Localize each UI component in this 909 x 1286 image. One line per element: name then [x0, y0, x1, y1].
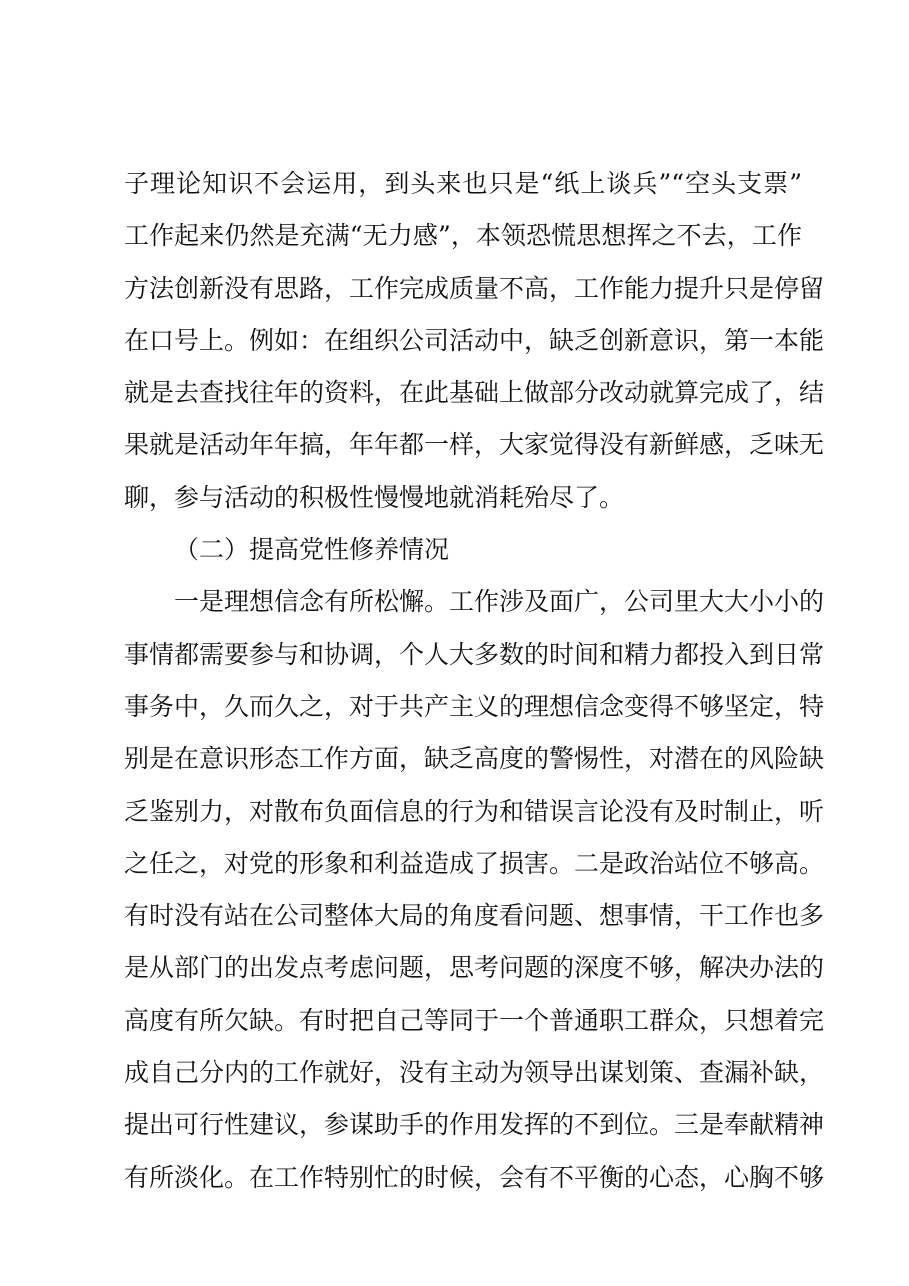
paragraph-1-line-3: 方法创新没有思路，工作完成质量不高，工作能力提升只是停留: [124, 273, 825, 303]
paragraph-2-line-7: 有时没有站在公司整体大局的角度看问题、想事情，干工作也多: [124, 901, 825, 931]
paragraph-1-line-2: 工作起来仍然是充满“无力感”，本领恐慌思想挥之不去，工作: [124, 221, 802, 251]
paragraph-2-line-8: 是从部门的出发点考虑问题，思考问题的深度不够，解决办法的: [124, 953, 825, 983]
section-heading: （二）提高党性修养情况: [174, 535, 450, 565]
paragraph-1-line-5: 就是去查找往年的资料，在此基础上做部分改动就算完成了，结: [124, 378, 825, 408]
paragraph-2-line-1: 一是理想信念有所松懈。工作涉及面广，公司里大大小小的: [174, 587, 825, 617]
paragraph-2-line-5: 乏鉴别力，对散布负面信息的行为和错误言论没有及时制止，听: [124, 796, 825, 826]
paragraph-1-line-1: 子理论知识不会运用，到头来也只是“纸上谈兵”“空头支票”: [124, 169, 802, 198]
paragraph-2-line-12: 有所淡化。在工作特别忙的时候，会有不平衡的心态，心胸不够: [124, 1162, 825, 1192]
paragraph-2-line-9: 高度有所欠缺。有时把自己等同于一个普通职工群众，只想着完: [124, 1005, 825, 1035]
paragraph-1-line-7: 聊，参与活动的积极性慢慢地就消耗殆尽了。: [124, 482, 625, 512]
paragraph-2-line-6: 之任之，对党的形象和利益造成了损害。二是政治站位不够高。: [124, 848, 825, 878]
paragraph-1-line-6: 果就是活动年年搞，年年都一样，大家觉得没有新鲜感，乏味无: [124, 430, 825, 460]
paragraph-1-line-4: 在口号上。例如：在组织公司活动中，缺乏创新意识，第一本能: [124, 325, 825, 355]
paragraph-2-line-10: 成自己分内的工作就好，没有主动为领导出谋划策、查漏补缺，: [124, 1058, 825, 1088]
paragraph-2-line-11: 提出可行性建议，参谋助手的作用发挥的不到位。三是奉献精神: [124, 1110, 825, 1140]
paragraph-2-line-4: 别是在意识形态工作方面，缺乏高度的警惕性，对潜在的风险缺: [124, 744, 825, 774]
document-body: [124, 158, 825, 1204]
paragraph-2-line-3: 事务中，久而久之，对于共产主义的理想信念变得不够坚定，特: [124, 691, 825, 721]
paragraph-2-line-2: 事情都需要参与和协调，个人大多数的时间和精力都投入到日常: [124, 639, 825, 669]
